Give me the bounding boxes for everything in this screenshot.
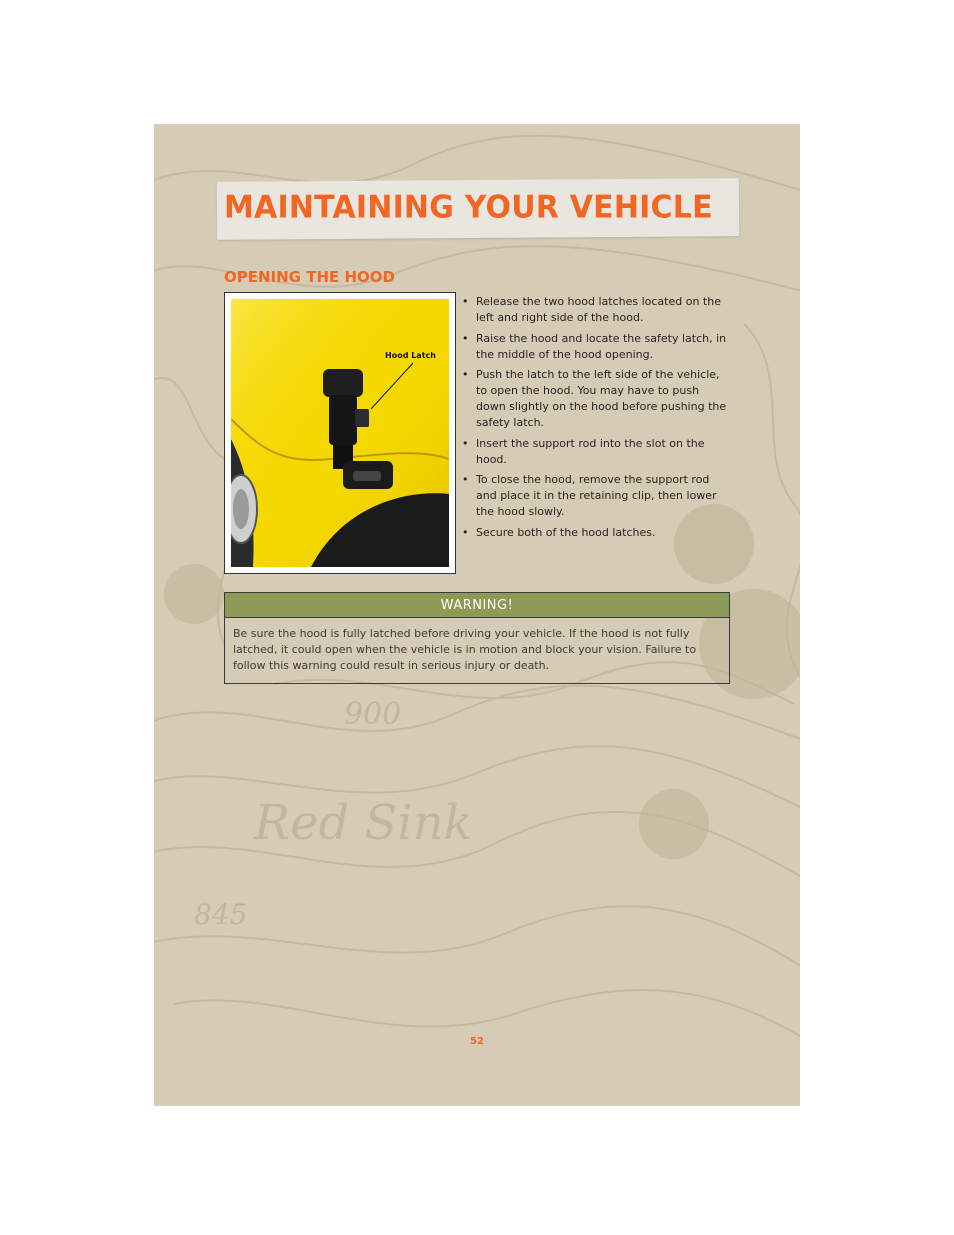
map-label-red-sink: Red Sink [254,795,473,851]
list-item: • Raise the hood and locate the safety latch, in the middle of the hood opening. [462,331,727,361]
hood-latch-photo [231,299,449,567]
map-label-845: 845 [194,898,248,931]
warning-title: WARNING! [225,593,729,618]
list-item: • Release the two hood latches located on the left and right side of the hood. [462,295,721,324]
page-number: 52 [470,1036,484,1047]
section-title: OPENING THE HOOD [224,268,395,286]
warning-box [224,592,730,684]
warning-text: Be sure the hood is fully latched before driving your vehicle. If the hood is not fully latched, it could open when the vehicle is in motion and block your vision. Failure to follow this warning could result in serious injury or death. [233,627,697,672]
photo-caption: Hood Latch [385,351,436,360]
list-item: • Push the latch to the left side of the vehicle, to open the hood. You may have to push down slightly on the hood before pushing the safety latch. [462,368,727,429]
hood-steps-list [462,294,732,545]
page-title: MAINTAINING YOUR VEHICLE [224,189,713,226]
list-item: • Insert the support rod into the slot on the hood. [462,436,705,466]
list-item: • To close the hood, remove the support rod and place it in the retaining clip, then lower the hood slowly. [462,473,717,518]
list-item: • Secure both of the hood latches. [462,525,656,539]
hood-latch-photo-frame [224,292,456,574]
manual-page [154,124,800,1106]
map-label-900: 900 [344,697,402,732]
